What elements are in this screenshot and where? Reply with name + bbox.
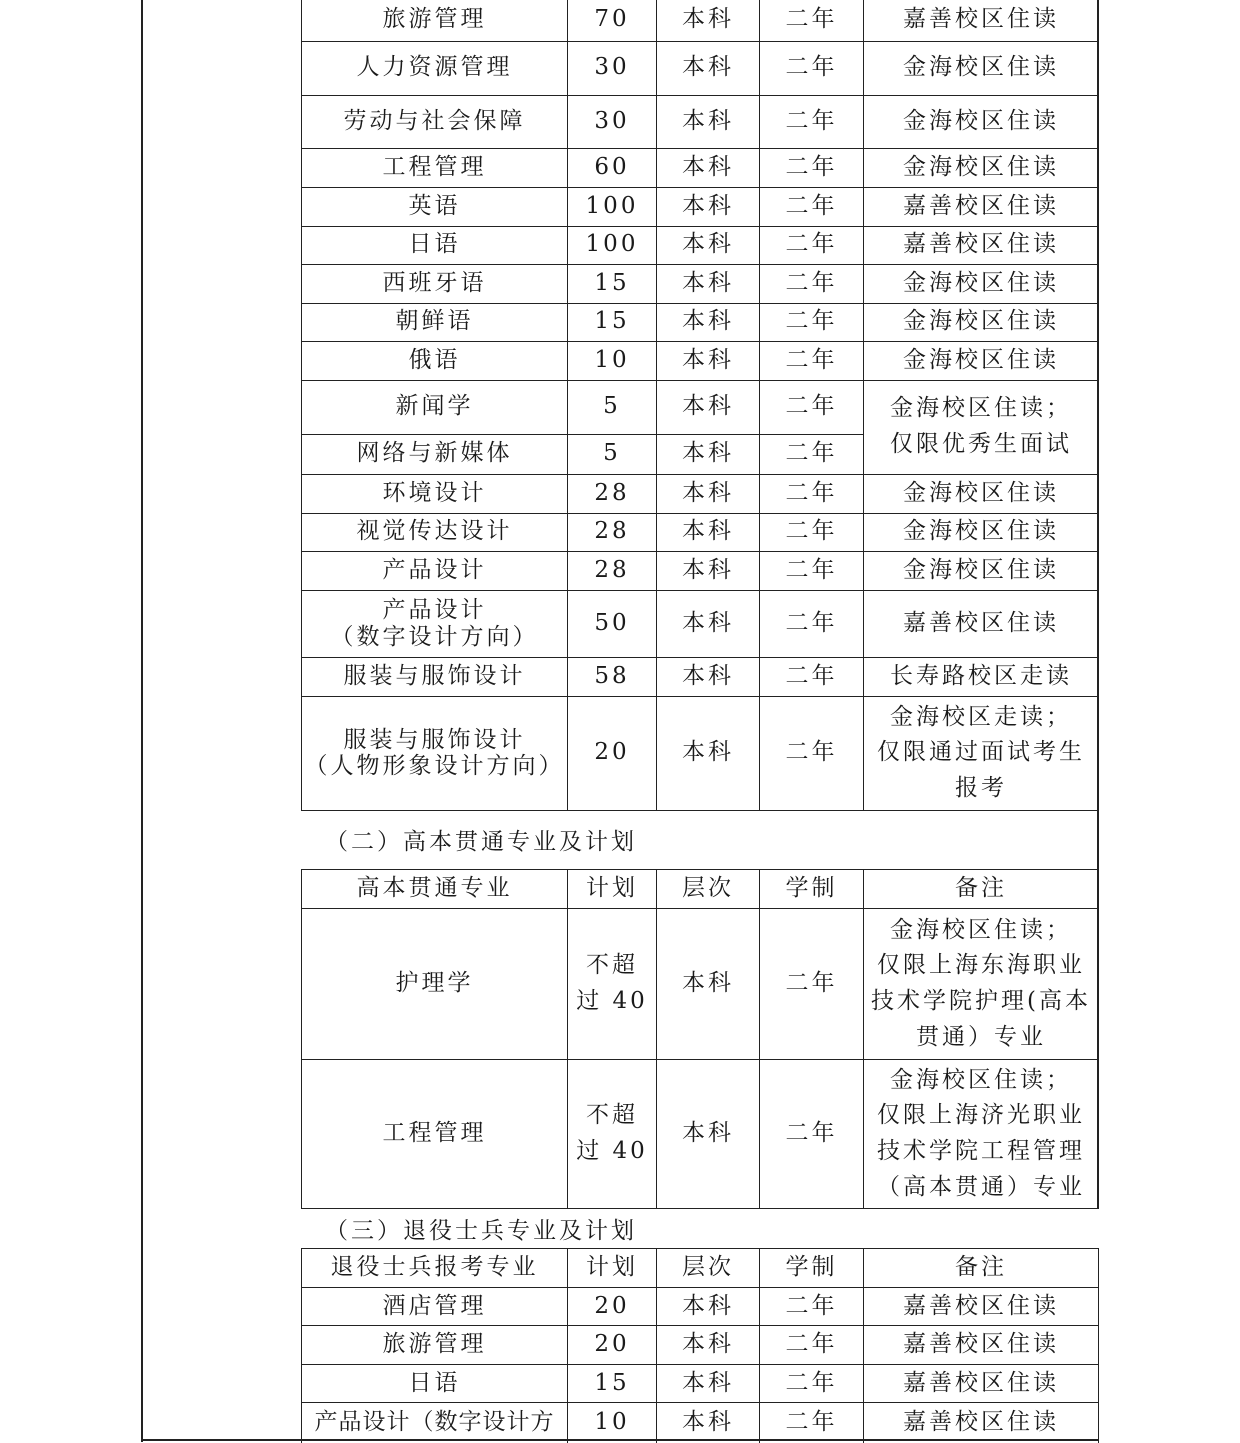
plan-cell: 30 — [568, 41, 657, 95]
level-cell: 本科 — [657, 41, 760, 95]
note-line: 技术学院护理(高本 — [871, 988, 1091, 1014]
duration-cell: 二年 — [760, 434, 864, 474]
table-row — [302, 380, 1099, 434]
note-cell: 金海校区住读 — [864, 303, 1099, 341]
duration-cell: 二年 — [760, 474, 864, 513]
note-line: 金海校区住读； — [890, 395, 1072, 422]
header-plan: 计划 — [568, 870, 657, 909]
note-line: 报考 — [955, 774, 1007, 801]
table-row — [302, 513, 1099, 551]
level-cell: 本科 — [657, 551, 760, 590]
duration-cell: 二年 — [760, 590, 864, 657]
note-cell: 嘉善校区住读 — [864, 1403, 1099, 1443]
header-major: 退役士兵报考专业 — [302, 1249, 568, 1288]
duration-cell: 二年 — [760, 226, 864, 264]
note-cell — [864, 909, 1099, 1060]
level-cell: 本科 — [657, 1288, 760, 1326]
note-cell: 金海校区住读 — [864, 95, 1099, 148]
major-cell: 网络与新媒体 — [302, 434, 568, 474]
table-row — [302, 696, 1099, 810]
duration-cell: 二年 — [760, 341, 864, 380]
note-cell: 金海校区住读 — [864, 264, 1099, 303]
note-line: 仅限上海东海职业 — [877, 952, 1085, 979]
plan-line: 过 40 — [576, 988, 648, 1014]
major-cell: 朝鲜语 — [302, 303, 568, 341]
plan-cell: 58 — [568, 657, 657, 696]
major-line: （人物形象设计方向） — [304, 753, 565, 779]
table-row — [302, 303, 1099, 341]
level-cell: 本科 — [657, 264, 760, 303]
major-cell: 工程管理 — [302, 148, 568, 187]
duration-cell: 二年 — [760, 0, 864, 41]
duration-cell: 二年 — [760, 513, 864, 551]
note-cell: 嘉善校区住读 — [864, 1326, 1099, 1365]
level-cell: 本科 — [657, 1365, 760, 1403]
duration-cell: 二年 — [760, 696, 864, 810]
duration-cell: 二年 — [760, 380, 864, 434]
plan-cell: 50 — [568, 590, 657, 657]
major-cell: 酒店管理 — [302, 1288, 568, 1326]
page-frame-left-border — [141, 0, 143, 1442]
header-plan: 计划 — [568, 1249, 657, 1288]
plan-cell: 10 — [568, 1403, 657, 1443]
major-cell: 环境设计 — [302, 474, 568, 513]
header-major: 高本贯通专业 — [302, 870, 568, 909]
header-duration: 学制 — [760, 870, 864, 909]
major-cell — [302, 590, 568, 657]
level-cell: 本科 — [657, 696, 760, 810]
level-cell: 本科 — [657, 909, 760, 1060]
table-row — [302, 1403, 1099, 1443]
note-cell — [864, 380, 1099, 474]
table-row — [302, 1288, 1099, 1326]
note-cell — [864, 696, 1099, 810]
table-header-row — [302, 1249, 1099, 1288]
major-cell: 日语 — [302, 226, 568, 264]
level-cell: 本科 — [657, 1403, 760, 1443]
plan-cell: 28 — [568, 474, 657, 513]
duration-cell: 二年 — [760, 1060, 864, 1209]
table-row — [302, 226, 1099, 264]
note-cell: 金海校区住读 — [864, 341, 1099, 380]
major-line: （数字设计方向） — [330, 623, 539, 650]
note-line: 贯通）专业 — [916, 1023, 1046, 1050]
plan-cell: 70 — [568, 0, 657, 41]
note-cell: 金海校区住读 — [864, 41, 1099, 95]
plan-cell: 5 — [568, 380, 657, 434]
duration-cell: 二年 — [760, 909, 864, 1060]
major-line: 产品设计 — [382, 597, 487, 624]
note-line: 技术学院工程管理 — [877, 1138, 1085, 1164]
plan-cell — [568, 1060, 657, 1209]
level-cell: 本科 — [657, 303, 760, 341]
note-cell: 长寿路校区走读 — [864, 657, 1099, 696]
duration-cell: 二年 — [760, 264, 864, 303]
note-cell: 嘉善校区住读 — [864, 590, 1099, 657]
section-heading-articulated-programs: （二）高本贯通专业及计划 — [325, 829, 637, 855]
duration-cell: 二年 — [760, 1326, 864, 1365]
note-cell: 金海校区住读 — [864, 474, 1099, 513]
plan-cell: 100 — [568, 187, 657, 226]
table-row — [302, 41, 1099, 95]
table-row — [302, 657, 1099, 696]
note-cell: 金海校区住读 — [864, 148, 1099, 187]
note-line: 金海校区住读； — [890, 1066, 1072, 1093]
plan-line: 不超 — [586, 1102, 638, 1129]
duration-cell: 二年 — [760, 187, 864, 226]
plan-cell: 15 — [568, 264, 657, 303]
table-row — [302, 1326, 1099, 1365]
major-cell: 英语 — [302, 187, 568, 226]
duration-cell: 二年 — [760, 303, 864, 341]
note-line: 仅限优秀生面试 — [890, 431, 1072, 457]
plan-cell: 28 — [568, 513, 657, 551]
major-cell: 服装与服饰设计 — [302, 657, 568, 696]
plan-cell: 100 — [568, 226, 657, 264]
level-cell: 本科 — [657, 1060, 760, 1209]
major-cell: 西班牙语 — [302, 264, 568, 303]
note-cell: 嘉善校区住读 — [864, 0, 1099, 41]
note-cell: 嘉善校区住读 — [864, 187, 1099, 226]
note-cell: 嘉善校区住读 — [864, 1288, 1099, 1326]
duration-cell: 二年 — [760, 1403, 864, 1443]
table-row — [302, 474, 1099, 513]
header-note: 备注 — [864, 870, 1099, 909]
major-cell: 视觉传达设计 — [302, 513, 568, 551]
duration-cell: 二年 — [760, 1288, 864, 1326]
table-row — [302, 264, 1099, 303]
table-header-row — [302, 870, 1099, 909]
note-line: 金海校区住读； — [890, 916, 1072, 943]
major-line: 服装与服饰设计 — [343, 726, 526, 753]
major-cell — [302, 696, 568, 810]
note-line: 仅限通过面试考生 — [877, 739, 1085, 766]
header-level: 层次 — [657, 1249, 760, 1288]
level-cell: 本科 — [657, 341, 760, 380]
major-cell: 俄语 — [302, 341, 568, 380]
duration-cell: 二年 — [760, 41, 864, 95]
note-line: （高本贯通）专业 — [877, 1173, 1085, 1200]
plan-cell: 10 — [568, 341, 657, 380]
level-cell: 本科 — [657, 226, 760, 264]
plan-cell: 15 — [568, 303, 657, 341]
table-row — [302, 0, 1099, 41]
table-row — [302, 148, 1099, 187]
plan-cell: 20 — [568, 696, 657, 810]
plan-cell: 30 — [568, 95, 657, 148]
level-cell: 本科 — [657, 657, 760, 696]
major-cell: 人力资源管理 — [302, 41, 568, 95]
note-cell: 金海校区住读 — [864, 513, 1099, 551]
table-row — [302, 187, 1099, 226]
plan-cell: 5 — [568, 434, 657, 474]
major-cell: 产品设计（数字设计方 — [302, 1403, 568, 1443]
level-cell: 本科 — [657, 1326, 760, 1365]
note-cell: 金海校区住读 — [864, 551, 1099, 590]
major-cell: 工程管理 — [302, 1060, 568, 1209]
table-row — [302, 590, 1099, 657]
note-line: 仅限上海济光职业 — [877, 1102, 1085, 1129]
plan-cell: 20 — [568, 1326, 657, 1365]
articulated-program-plan-table — [301, 869, 1099, 1209]
note-line: 金海校区走读； — [890, 703, 1072, 730]
table-row — [302, 909, 1099, 1060]
level-cell: 本科 — [657, 0, 760, 41]
duration-cell: 二年 — [760, 551, 864, 590]
level-cell: 本科 — [657, 590, 760, 657]
note-cell: 嘉善校区住读 — [864, 226, 1099, 264]
level-cell: 本科 — [657, 434, 760, 474]
level-cell: 本科 — [657, 513, 760, 551]
level-cell: 本科 — [657, 95, 760, 148]
duration-cell: 二年 — [760, 657, 864, 696]
major-cell: 日语 — [302, 1365, 568, 1403]
header-duration: 学制 — [760, 1249, 864, 1288]
duration-cell: 二年 — [760, 148, 864, 187]
note-cell: 嘉善校区住读 — [864, 1365, 1099, 1403]
table-row — [302, 95, 1099, 148]
duration-cell: 二年 — [760, 95, 864, 148]
veteran-program-plan-table — [301, 1248, 1099, 1443]
table-row — [302, 1060, 1099, 1209]
plan-cell — [568, 909, 657, 1060]
undergraduate-plan-table — [301, 0, 1099, 811]
duration-cell: 二年 — [760, 1365, 864, 1403]
section-heading-veteran-programs: （三）退役士兵专业及计划 — [325, 1218, 637, 1244]
note-cell — [864, 1060, 1099, 1209]
header-note: 备注 — [864, 1249, 1099, 1288]
level-cell: 本科 — [657, 187, 760, 226]
major-cell: 产品设计 — [302, 551, 568, 590]
major-cell: 劳动与社会保障 — [302, 95, 568, 148]
table-row — [302, 341, 1099, 380]
level-cell: 本科 — [657, 380, 760, 434]
plan-cell: 60 — [568, 148, 657, 187]
major-cell: 旅游管理 — [302, 1326, 568, 1365]
plan-line: 过 40 — [576, 1138, 648, 1164]
plan-cell: 15 — [568, 1365, 657, 1403]
major-cell: 护理学 — [302, 909, 568, 1060]
table-row — [302, 551, 1099, 590]
plan-cell: 20 — [568, 1288, 657, 1326]
level-cell: 本科 — [657, 148, 760, 187]
plan-cell: 28 — [568, 551, 657, 590]
major-cell: 新闻学 — [302, 380, 568, 434]
level-cell: 本科 — [657, 474, 760, 513]
header-level: 层次 — [657, 870, 760, 909]
plan-line: 不超 — [586, 952, 638, 979]
major-cell: 旅游管理 — [302, 0, 568, 41]
table-row — [302, 1365, 1099, 1403]
